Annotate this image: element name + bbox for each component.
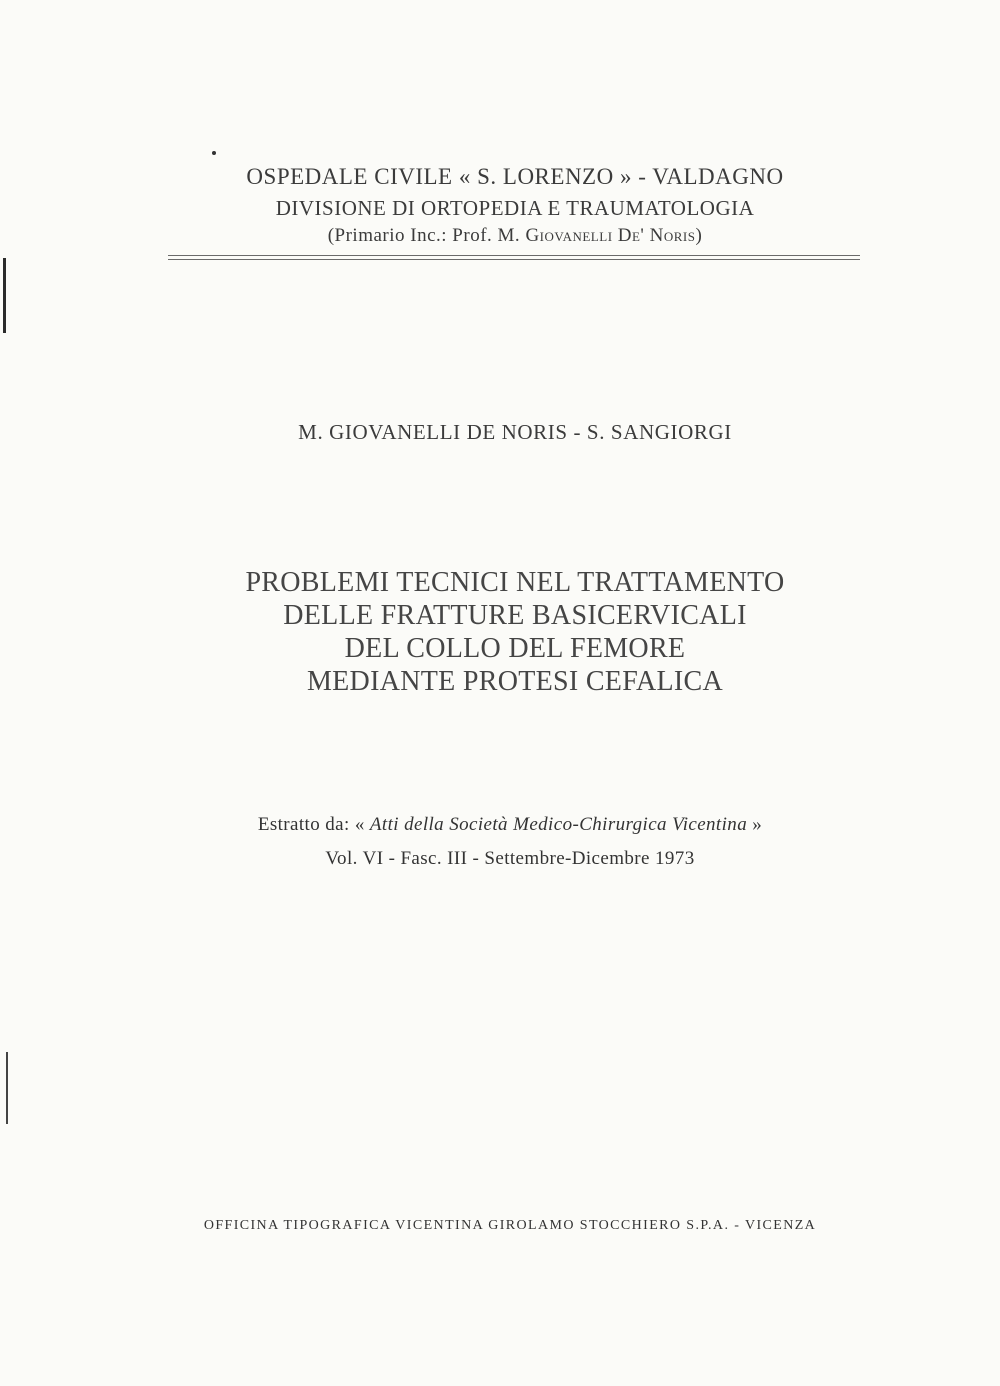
header-rule-top [168, 255, 860, 256]
primario-prefix: (Primario Inc.: Prof. M. [327, 225, 526, 246]
authors: M. GIOVANELLI DE NORIS - S. SANGIORGI [298, 420, 732, 444]
extract-suffix: » [747, 814, 763, 835]
printer-imprint: OFFICINA TIPOGRAFICA VICENTINA GIROLAMO STOCCHIERO S.P.A. - VICENZA [203, 1218, 817, 1233]
division-name: DIVISIONE DI ORTOPEDIA E TRAUMATOLOGIA [275, 196, 755, 220]
binding-mark-bottom [6, 1052, 8, 1124]
title-line-3: DEL COLLO DEL FEMORE [344, 633, 686, 664]
header-rule-bottom [168, 259, 860, 260]
ink-speck [212, 151, 216, 155]
hospital-name: OSPEDALE CIVILE « S. LORENZO » - VALDAGNO [246, 164, 784, 189]
primario-suffix: ) [695, 225, 703, 246]
extract-source-line [140, 808, 880, 842]
title-line-1: PROBLEMI TECNICI NEL TRATTAMENTO [245, 567, 785, 598]
binding-mark-top [3, 258, 6, 333]
title-line-2: DELLE FRATTURE BASICERVICALI [283, 600, 747, 631]
volume-line: Vol. VI - Fasc. III - Settembre-Dicembre 1973 [325, 848, 695, 869]
primario-name: Giovanelli De' Noris [525, 225, 696, 246]
journal-name: Atti della Società Medico-Chirurgica Vicentina [369, 814, 748, 835]
extract-prefix: Estratto da: « [257, 814, 370, 835]
article-title [160, 566, 870, 698]
extract-citation [140, 808, 880, 876]
primario-line [160, 225, 870, 247]
title-line-4: MEDIANTE PROTESI CEFALICA [306, 666, 724, 697]
